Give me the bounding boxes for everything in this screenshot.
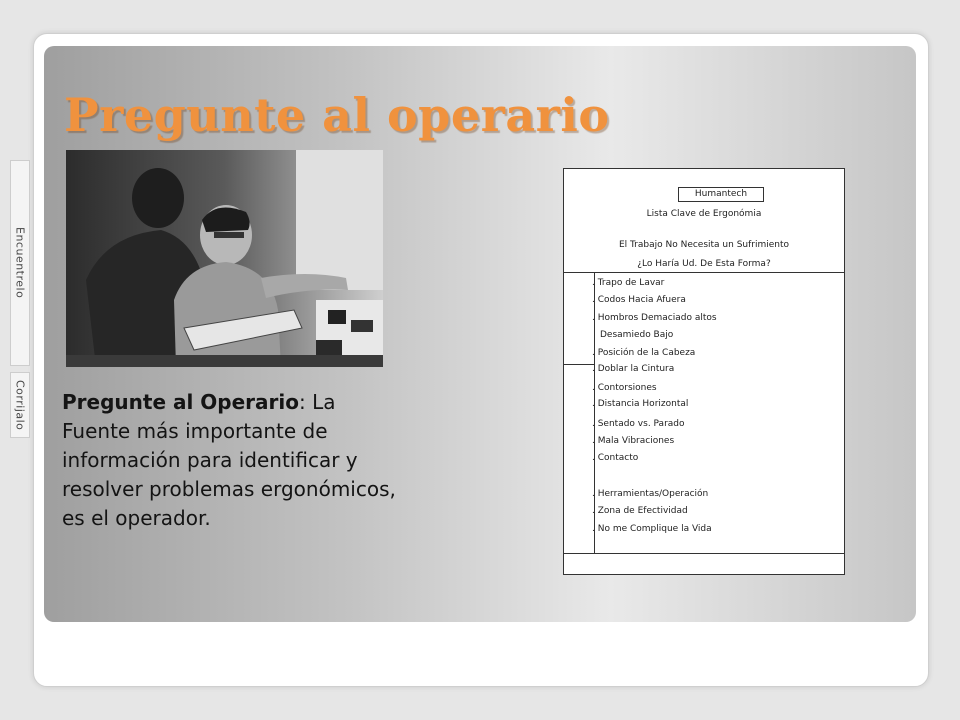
checklist-header — [564, 169, 844, 273]
checklist-item: . Sentado vs. Parado — [592, 419, 685, 429]
checklist-item: . No me Complique la Vida — [592, 524, 712, 534]
checklist-item: . Zona de Efectividad — [592, 506, 688, 516]
body-text-bold: Pregunte al Operario — [62, 390, 299, 414]
body-text — [62, 388, 407, 533]
tab-encuentrelo-label: Encuentrelo — [13, 227, 27, 299]
checklist-item: . Trapo de Lavar — [592, 278, 665, 288]
checklist-item: . Contorsiones — [592, 383, 657, 393]
ergonomics-checklist — [563, 168, 845, 575]
checklist-brand: Humantech — [678, 187, 764, 202]
body-text-rest: : La Fuente más importante de información para identificar y resolver problemas ergonómicos, es el operador. — [62, 390, 396, 530]
tab-encuentrelo[interactable] — [10, 160, 30, 366]
checklist-item: Desamiedo Bajo — [600, 330, 674, 340]
checklist-item: . Contacto — [592, 453, 639, 463]
checklist-column-divider — [564, 364, 594, 365]
checklist-tagline: El Trabajo No Necesita un Sufrimiento — [618, 240, 790, 250]
checklist-question: ¿Lo Haría Ud. De Esta Forma? — [637, 259, 771, 269]
operator-photo — [66, 150, 383, 367]
checklist-item: . Hombros Demaciado altos — [592, 313, 717, 323]
checklist-item: . Codos Hacia Afuera — [592, 295, 686, 305]
checklist-subtitle: Lista Clave de Ergonómia — [646, 209, 762, 219]
checklist-item: . Herramientas/Operación — [592, 489, 709, 499]
checklist-left-column — [564, 272, 595, 553]
checklist-item: . Distancia Horizontal — [592, 399, 689, 409]
slide-title: Pregunte al operario — [64, 88, 610, 142]
checklist-item: . Posición de la Cabeza — [592, 348, 696, 358]
tab-corrijalo-label: Corrijalo — [13, 379, 27, 431]
checklist-item: . Mala Vibraciones — [592, 436, 675, 446]
checklist-footer — [564, 553, 844, 554]
tab-corrijalo[interactable] — [10, 372, 30, 438]
checklist-item: . Doblar la Cintura — [592, 364, 675, 374]
